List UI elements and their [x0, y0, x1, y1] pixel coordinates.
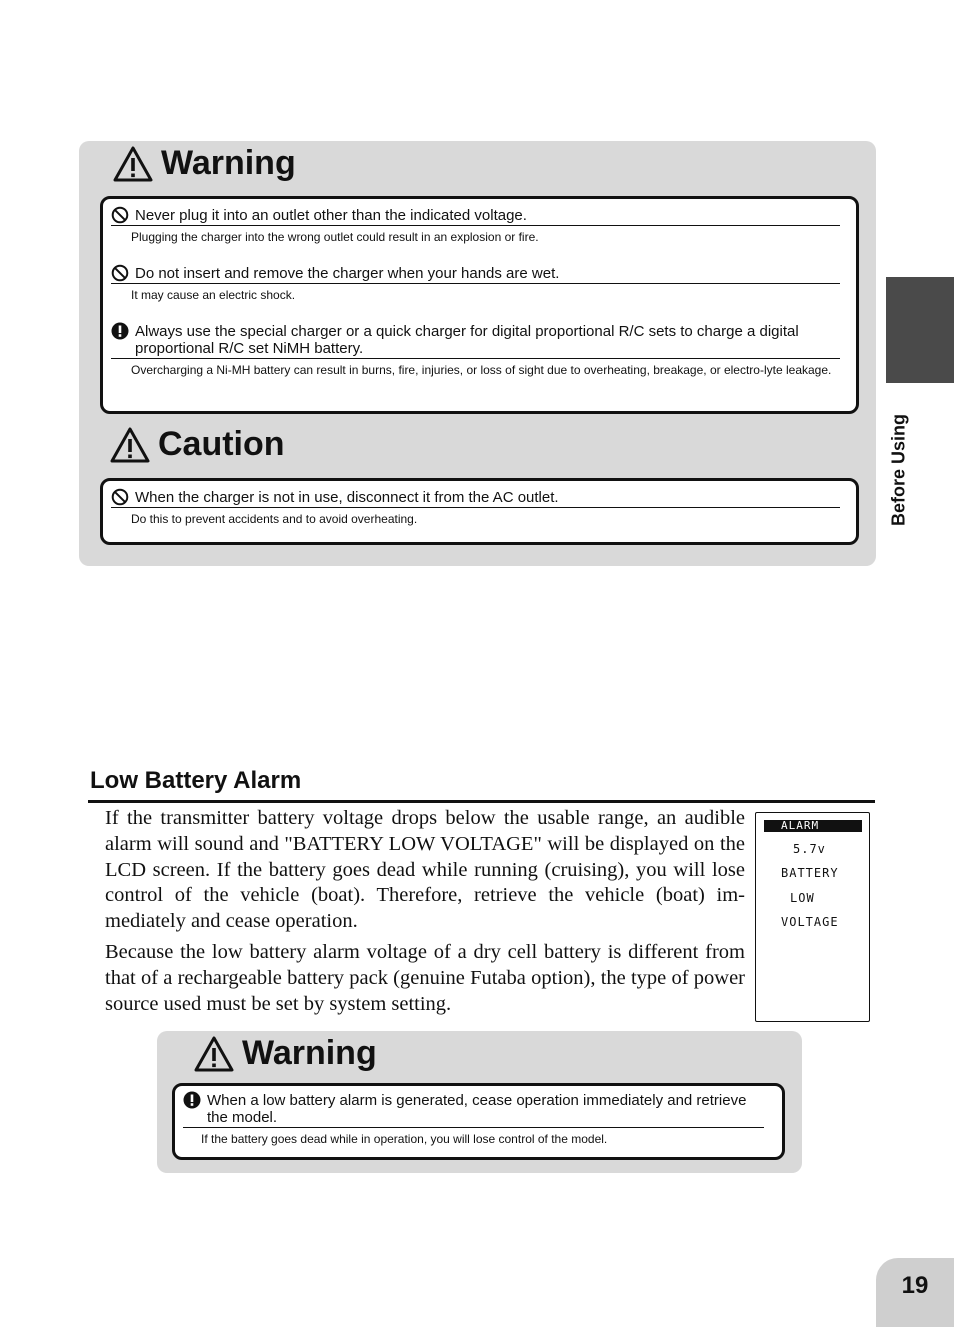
warning-item-text: Do not insert and remove the charger when your hands are wet.	[135, 265, 560, 282]
warning-item	[111, 323, 840, 380]
warning-item	[111, 265, 840, 305]
warning-item-detail: If the battery goes dead while in operation, you will lose control of the model.	[201, 1132, 608, 1146]
lcd-line: VOLTAGE	[781, 915, 839, 929]
warning-triangle-icon	[194, 1036, 234, 1072]
chapter-label	[884, 402, 914, 537]
body-paragraph: Because the low battery alarm voltage of a dry cell battery is different from that of a rechargeable battery pack (genuine Futaba option), the type of power source used must be set by system setting.	[105, 940, 745, 1015]
caution-item-text: When the charger is not in use, disconnect it from the AC outlet.	[135, 489, 559, 506]
lcd-header: ALARM	[764, 820, 862, 832]
prohibition-icon	[111, 488, 129, 506]
caution-heading	[110, 425, 285, 464]
warning-item	[111, 207, 840, 247]
exclamation-icon	[183, 1091, 201, 1109]
warning-item	[183, 1092, 764, 1149]
chapter-label-text: Before Using	[888, 413, 909, 526]
lcd-line: BATTERY	[781, 866, 839, 880]
warning-triangle-icon	[110, 427, 150, 463]
lcd-line: LOW	[790, 891, 815, 905]
warning-item-text: Never plug it into an outlet other than the indicated voltage.	[135, 207, 527, 224]
chapter-tab	[886, 277, 954, 383]
warning-panel	[79, 141, 876, 566]
warning-item-detail: Plugging the charger into the wrong outlet could result in an explosion or fire.	[131, 230, 539, 244]
caution-title: Caution	[158, 425, 285, 463]
prohibition-icon	[111, 264, 129, 282]
lcd-voltage: 5.7v	[793, 842, 826, 856]
section-title: Low Battery Alarm	[90, 767, 302, 794]
page-number-tab	[876, 1258, 954, 1327]
warning-heading	[194, 1034, 377, 1073]
warning-triangle-icon	[113, 146, 153, 182]
warning-item-detail: Overcharging a Ni-MH battery can result in burns, fire, injuries, or loss of sight due to overheating, breakage, or electro-lyte leakage.	[131, 363, 832, 377]
section-divider	[88, 800, 875, 803]
exclamation-icon	[111, 322, 129, 340]
body-paragraph: If the transmitter battery voltage drops below the usable range, an audible alarm will sound and "BATTERY LOW VOLTAGE" will be displayed on the LCD screen. If the battery goes dead while running (cruising), you will lose control of the vehicle (boat). Therefore, retrieve the vehicle (boat) im-mediately and cease operation.	[105, 807, 745, 933]
warning-item-detail: It may cause an electric shock.	[131, 288, 296, 302]
lcd-display	[755, 812, 870, 1022]
warning-item-text: Always use the special charger or a quick charger for digital proportional R/C sets to charge a digital proportional R/C set NiMH battery.	[135, 323, 799, 357]
warning-title: Warning	[161, 144, 296, 182]
warning-title: Warning	[242, 1034, 377, 1072]
prohibition-icon	[111, 206, 129, 224]
section-body	[105, 806, 745, 1022]
caution-item	[111, 489, 840, 529]
page-number: 19	[901, 1272, 929, 1299]
warning-panel	[157, 1031, 802, 1173]
warning-box	[172, 1083, 785, 1160]
caution-box	[100, 478, 859, 545]
warning-item-text: When a low battery alarm is generated, cease operation immediately and retrieve the model.	[207, 1092, 747, 1126]
warning-heading	[113, 144, 296, 183]
caution-item-detail: Do this to prevent accidents and to avoid overheating.	[131, 512, 418, 526]
warning-box	[100, 196, 859, 414]
